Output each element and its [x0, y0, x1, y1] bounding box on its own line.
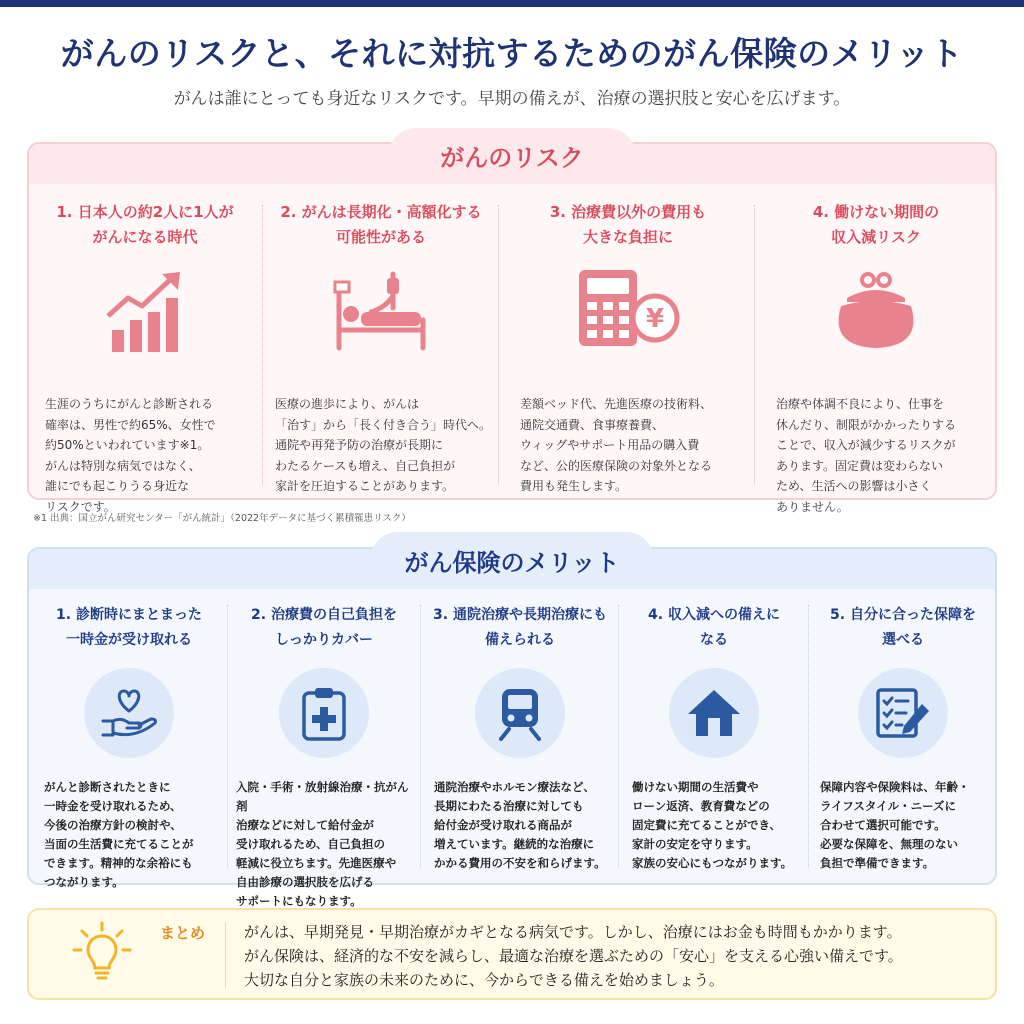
- merit-item-2: [232, 603, 416, 908]
- merit-item-body: 働けない期間の生活費や ローン返済、教育費などの 固定費に充てることができ、 家計の安定を守ります。 家族の安心にもつながります。: [632, 780, 793, 870]
- merit-item-title: 2. 治療費の自己負担を しっかりカバー: [251, 607, 397, 648]
- hospital-bed-iv-icon: [331, 268, 431, 358]
- risk-item-title: 2. がんは長期化・高額化する 可能性がある: [280, 203, 482, 246]
- merit-heading: がん保険のメリット: [404, 549, 620, 577]
- risk-item-4: [762, 200, 990, 514]
- merit-item-5: [814, 603, 992, 888]
- train-icon: [495, 685, 545, 741]
- merit-icon-circle: [475, 668, 565, 758]
- merit-item-title: 1. 診断時にまとまった 一時金が受け取れる: [56, 607, 202, 648]
- risk-item-title: 1. 日本人の約2人に1人が がんになる時代: [56, 203, 234, 246]
- merit-icon-circle: [84, 668, 174, 758]
- merit-item-4: [624, 603, 804, 888]
- top-accent-bar: [0, 0, 1024, 7]
- merit-item-title: 4. 収入減への備えに なる: [648, 607, 780, 648]
- risk-item-body: 医療の進歩により、がんは 「治す」から「長く付き合う」時代へ。 通院や再発予防の治療が長期に わたるケースも増え、自己負担が 家計を圧迫することがあります。: [275, 397, 492, 493]
- merit-divider: [808, 605, 809, 867]
- summary-line-2: がん保険は、経済的な不安を減らし、最適な治療を選ぶための「安心」を支える心強い備えです。: [244, 947, 903, 965]
- merit-icon-circle: [858, 668, 948, 758]
- svg-text:¥: ¥: [645, 304, 665, 334]
- page-subtitle: がんは誰にとっても身近なリスクです。早期の備えが、治療の選択肢と安心を広げます。: [173, 89, 851, 109]
- merit-item-1: [36, 603, 222, 888]
- merit-item-title: 5. 自分に合った保障を 選べる: [830, 607, 976, 648]
- merit-divider: [420, 605, 421, 867]
- risk-item-title: 4. 働けない期間の 収入減リスク: [812, 203, 940, 246]
- risk-item-body: 治療や体調不良により、仕事を 休んだり、制限がかかったりする ことで、収入が減少するリスクが あります。固定費は変わらない ため、生活への影響は小さく ありません。: [776, 397, 957, 514]
- merit-item-body: 通院治療やホルモン療法など、 長期にわたる治療に対しても 給付金が受け取れる商品が 増えています。継続的な治療に かかる費用の不安を和らげます。: [434, 780, 606, 870]
- medical-clipboard-icon: [300, 685, 348, 741]
- risk-item-title: 3. 治療費以外の費用も 大きな負担に: [549, 203, 707, 246]
- merit-icon-circle: [669, 668, 759, 758]
- summary-divider: [225, 922, 226, 988]
- risk-item-3: [508, 200, 748, 493]
- merit-item-body: がんと診断されたときに 一時金を受け取れるため、 今後の治療方針の検討や、 当面の生活費に充てることが できます。精神的な余裕にも つながります。: [44, 780, 194, 889]
- summary-line-1: がんは、早期発見・早期治療がカギとなる病気です。しかし、治療にはお金も時間もかかります。: [244, 923, 902, 941]
- risk-divider: [262, 205, 263, 485]
- rising-bar-chart-icon: [100, 268, 190, 358]
- summary-label: まとめ: [160, 924, 206, 942]
- risk-divider: [498, 205, 499, 485]
- risk-item-body: 生涯のうちにがんと診断される 確率は、男性で約65%、女性で 約50%といわれています※1。 がんは特別な病気ではなく、 誰にでも起こりうる身近な リスクです。: [45, 397, 216, 514]
- risk-divider: [754, 205, 755, 485]
- merit-item-body: 入院・手術・放射線治療・抗がん剤 治療などに対して給付金が 受け取れるため、自己負担の 軽減に役立ちます。先進医療や 自由診療の選択肢を広げる サポートにもなります。: [236, 780, 409, 908]
- page-title: がんのリスクと、それに対抗するためのがん保険のメリット: [60, 34, 964, 73]
- footnote: ※1 出典：国立がん研究センター「がん統計」（2022年データに基づく累積罹患リスク）: [33, 513, 411, 524]
- house-icon: [686, 688, 742, 738]
- heart-hand-icon: [99, 685, 159, 741]
- summary-line-3: 大切な自分と家族の未来のために、今からできる備えを始めましょう。: [244, 971, 724, 989]
- merit-item-body: 保障内容や保険料は、年齢・ ライフスタイル・ニーズに 合わせて選択可能です。 必要な保障を、無理のない 負担で準備できます。: [820, 780, 970, 870]
- merit-item-3: [426, 603, 614, 888]
- merit-item-title: 3. 通院治療や長期治療にも 備えられる: [433, 607, 607, 648]
- lightbulb-icon: [70, 920, 134, 986]
- risk-item-body: 差額ベッド代、先進医療の技術料、 通院交通費、食事療養費、 ウィッグやサポート用品の購入費 など、公的医療保険の対象外となる 費用も発生します。: [520, 397, 713, 493]
- checklist-pen-icon: [874, 686, 932, 740]
- risk-heading: がんのリスク: [440, 144, 584, 172]
- calculator-yen-icon: [573, 266, 683, 356]
- coin-purse-icon: [831, 266, 921, 356]
- merit-icon-circle: [279, 668, 369, 758]
- merit-divider: [227, 605, 228, 867]
- risk-item-2: [270, 200, 492, 493]
- risk-item-1: [35, 200, 255, 514]
- merit-divider: [618, 605, 619, 867]
